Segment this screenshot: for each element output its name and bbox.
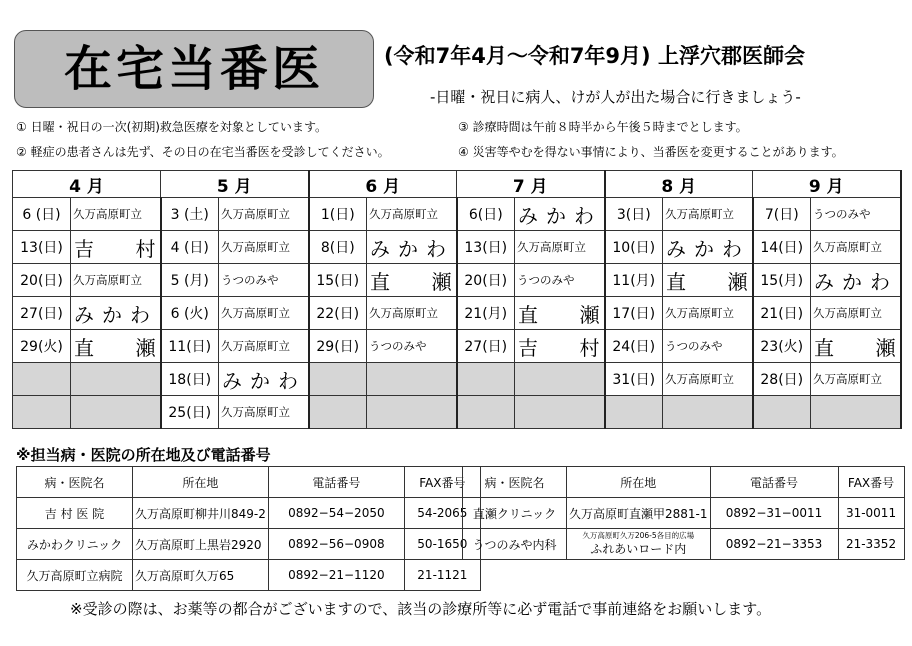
duty-clinic: みかわ	[71, 297, 161, 330]
duty-date: 3(日)	[605, 198, 663, 231]
duty-date: 18(日)	[161, 363, 219, 396]
note-4: ④ 災害等やむを得ない事情により、当番医を変更することがあります。	[458, 145, 844, 159]
duty-clinic	[663, 264, 753, 297]
duty-date: 11(月)	[605, 264, 663, 297]
duty-clinic: うつのみや	[367, 330, 457, 363]
tagline: -日曜・祝日に病人、けが人が出た場合に行きましょう-	[430, 88, 801, 106]
duty-date: 28(日)	[753, 363, 811, 396]
calendar-row	[13, 330, 901, 363]
duty-clinic: 久万高原町立	[219, 330, 309, 363]
duty-clinic: みかわ	[367, 231, 457, 264]
duty-date: 5 (月)	[161, 264, 219, 297]
duty-date	[753, 396, 811, 429]
duty-date: 11(日)	[161, 330, 219, 363]
hospital-name: みかわクリニック	[17, 529, 133, 560]
duty-date	[457, 396, 515, 429]
hospitals-title: ※担当病・医院の所在地及び電話番号	[16, 446, 271, 464]
table-row	[17, 560, 481, 591]
duty-clinic: 久万高原町立	[219, 396, 309, 429]
duty-clinic-label: 吉 村	[518, 335, 600, 360]
header-fax: FAX番号	[838, 467, 904, 498]
duty-clinic	[367, 396, 457, 429]
duty-date: 14(日)	[753, 231, 811, 264]
duty-date: 3 (土)	[161, 198, 219, 231]
header-name: 病・医院名	[463, 467, 567, 498]
duty-clinic: うつのみや	[811, 198, 901, 231]
duty-date: 20(日)	[13, 264, 71, 297]
duty-date: 21(日)	[753, 297, 811, 330]
duty-clinic: 久万高原町立	[219, 231, 309, 264]
hospital-address: 久万高原町直瀬甲2881-1	[567, 498, 711, 529]
duty-clinic: 久万高原町立	[367, 297, 457, 330]
duty-date: 25(日)	[161, 396, 219, 429]
duty-date: 1(日)	[309, 198, 367, 231]
duty-date	[605, 396, 663, 429]
duty-clinic: うつのみや	[219, 264, 309, 297]
duty-clinic: うつのみや	[663, 330, 753, 363]
duty-clinic: みかわ	[811, 264, 901, 297]
duty-clinic: みかわ	[515, 198, 605, 231]
calendar-row	[13, 396, 901, 429]
month-header: 9 月	[753, 171, 901, 198]
duty-clinic	[367, 264, 457, 297]
duty-clinic: みかわ	[219, 363, 309, 396]
hospital-address: 久万高原町上黒岩2920	[133, 529, 269, 560]
header-tel: 電話番号	[710, 467, 838, 498]
duty-date: 7(日)	[753, 198, 811, 231]
duty-date: 8(日)	[309, 231, 367, 264]
duty-date: 6(日)	[457, 198, 515, 231]
header-address: 所在地	[567, 467, 711, 498]
calendar-row	[13, 297, 901, 330]
duty-date: 15(月)	[753, 264, 811, 297]
duty-clinic	[71, 231, 161, 264]
duty-date	[309, 363, 367, 396]
duty-clinic-label: 直 瀬	[74, 335, 156, 360]
duty-clinic: 久万高原町立	[515, 231, 605, 264]
hospital-address-small: 久万高原町久万206-5各目的広場	[582, 531, 695, 540]
duty-date: 13(日)	[13, 231, 71, 264]
duty-date: 4 (日)	[161, 231, 219, 264]
note-1: ① 日曜・祝日の一次(初期)救急医療を対象としています。	[16, 120, 327, 134]
header-fax: FAX番号	[404, 467, 480, 498]
subtitle: (令和7年4月～令和7年9月) 上浮穴郡医師会	[384, 44, 805, 68]
month-header: 8 月	[605, 171, 753, 198]
duty-date: 15(日)	[309, 264, 367, 297]
duty-clinic: 久万高原町立	[663, 363, 753, 396]
hospital-name: うつのみや内科	[463, 529, 567, 560]
month-header: 6 月	[309, 171, 457, 198]
duty-clinic: 久万高原町立	[811, 297, 901, 330]
month-header: 4 月	[13, 171, 161, 198]
duty-date: 10(日)	[605, 231, 663, 264]
duty-clinic: 久万高原町立	[663, 198, 753, 231]
duty-clinic-label: 直 瀬	[666, 269, 748, 294]
calendar-row	[13, 198, 901, 231]
duty-date: 31(日)	[605, 363, 663, 396]
duty-date: 13(日)	[457, 231, 515, 264]
duty-clinic	[515, 330, 605, 363]
hospital-address: 久万高原町柳井川849-2	[133, 498, 269, 529]
duty-date: 6 (日)	[13, 198, 71, 231]
duty-date: 21(月)	[457, 297, 515, 330]
table-row	[463, 498, 905, 529]
duty-clinic: 久万高原町立	[811, 363, 901, 396]
duty-clinic	[515, 396, 605, 429]
duty-date	[457, 363, 515, 396]
duty-date: 17(日)	[605, 297, 663, 330]
duty-clinic	[367, 363, 457, 396]
header-tel: 電話番号	[268, 467, 404, 498]
hospital-name: 直瀬クリニック	[463, 498, 567, 529]
duty-date: 27(日)	[13, 297, 71, 330]
duty-clinic	[71, 396, 161, 429]
hospital-fax: 50-1650	[404, 529, 480, 560]
calendar-row	[13, 264, 901, 297]
duty-clinic-label: 直 瀬	[370, 269, 452, 294]
duty-clinic	[71, 363, 161, 396]
duty-date	[309, 396, 367, 429]
duty-clinic: 久万高原町立	[663, 297, 753, 330]
hospital-tel: 0892−21−1120	[268, 560, 404, 591]
duty-clinic	[663, 396, 753, 429]
duty-clinic: 久万高原町立	[71, 198, 161, 231]
duty-clinic-label: 吉 村	[74, 236, 156, 261]
duty-clinic: 久万高原町立	[811, 231, 901, 264]
header-address: 所在地	[133, 467, 269, 498]
duty-date: 20(日)	[457, 264, 515, 297]
title-box	[14, 30, 374, 108]
duty-clinic: うつのみや	[515, 264, 605, 297]
duty-date: 29(日)	[309, 330, 367, 363]
duty-date: 22(日)	[309, 297, 367, 330]
hospital-tel: 0892−21−3353	[710, 529, 838, 560]
hospital-address-main: ふれあいロード内	[590, 542, 687, 556]
hospital-table-right	[462, 466, 905, 560]
duty-date: 23(火)	[753, 330, 811, 363]
hospital-table-left	[16, 466, 481, 591]
hospital-name: 久万高原町立病院	[17, 560, 133, 591]
footer-note: ※受診の際は、お薬等の都合がございますので、該当の診療所等に必ず電話で事前連絡をお願いします。	[70, 600, 772, 618]
calendar-row	[13, 231, 901, 264]
hospital-fax: 31-0011	[838, 498, 904, 529]
page-title: 在宅当番医	[63, 41, 324, 97]
duty-clinic	[811, 396, 901, 429]
duty-clinic: みかわ	[663, 231, 753, 264]
duty-date: 29(火)	[13, 330, 71, 363]
table-row	[17, 529, 481, 560]
table-row	[463, 529, 905, 560]
hospital-name: 吉 村 医 院	[17, 498, 133, 529]
hospital-fax: 21-1121	[404, 560, 480, 591]
header-name: 病・医院名	[17, 467, 133, 498]
note-3: ③ 診療時間は午前８時半から午後５時までとします。	[458, 120, 748, 134]
month-header: 5 月	[161, 171, 309, 198]
duty-clinic-label: 直 瀬	[814, 335, 896, 360]
hospital-tel: 0892−56−0908	[268, 529, 404, 560]
duty-clinic: 久万高原町立	[219, 198, 309, 231]
duty-date: 27(日)	[457, 330, 515, 363]
duty-date	[13, 363, 71, 396]
hospital-tel: 0892−31−0011	[710, 498, 838, 529]
hospital-fax: 21-3352	[838, 529, 904, 560]
duty-calendar	[12, 170, 902, 429]
duty-clinic: 久万高原町立	[219, 297, 309, 330]
duty-clinic	[811, 330, 901, 363]
calendar-row	[13, 363, 901, 396]
month-header: 7 月	[457, 171, 605, 198]
duty-date: 24(日)	[605, 330, 663, 363]
hospital-tel: 0892−54−2050	[268, 498, 404, 529]
duty-clinic	[515, 297, 605, 330]
table-row	[17, 498, 481, 529]
duty-clinic	[71, 330, 161, 363]
hospital-fax: 54-2065	[404, 498, 480, 529]
hospital-address	[567, 529, 711, 560]
duty-clinic: 久万高原町立	[367, 198, 457, 231]
duty-clinic-label: 直 瀬	[518, 302, 600, 327]
hospital-address: 久万高原町久万65	[133, 560, 269, 591]
duty-clinic	[515, 363, 605, 396]
duty-date: 6 (火)	[161, 297, 219, 330]
duty-date	[13, 396, 71, 429]
duty-clinic: 久万高原町立	[71, 264, 161, 297]
note-2: ② 軽症の患者さんは先ず、その日の在宅当番医を受診してください。	[16, 145, 390, 159]
